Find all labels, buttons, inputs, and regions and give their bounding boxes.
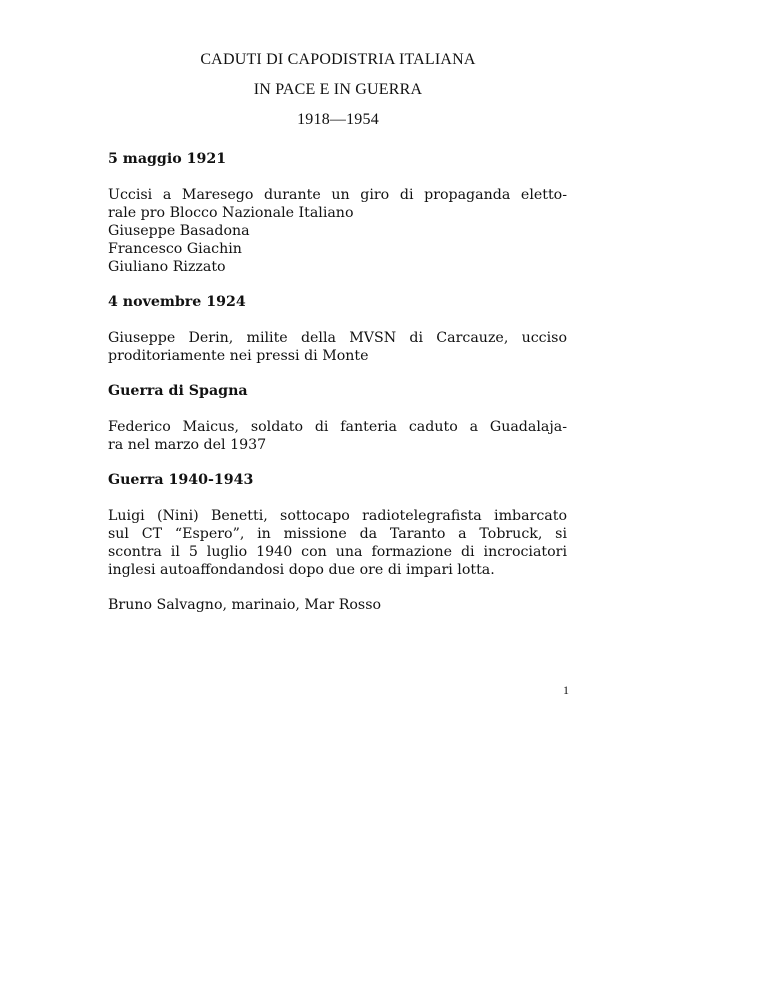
victim-name: Francesco Giachin	[108, 241, 242, 257]
document-subtitle: IN PACE E IN GUERRA	[253, 81, 423, 98]
paragraph-line: inglesi autoaffondandosi dopo due ore di impari lotta.	[108, 562, 495, 578]
section-extra-paragraph	[108, 596, 567, 614]
paragraph-line: Luigi (Nini) Benetti, sottocapo radiotelegrafista imbarcato	[108, 508, 567, 524]
paragraph-line: sul CT “Espero”, in missione da Taranto a Tobruck, si	[108, 526, 567, 542]
paragraph-line: rale pro Blocco Nazionale Italiano	[108, 205, 354, 221]
victim-name: Giuliano Rizzato	[108, 259, 226, 275]
section-heading-1940-1943: Guerra 1940-1943	[108, 472, 254, 488]
paragraph-line: ra nel marzo del 1937	[108, 437, 267, 453]
victim-name: Giuseppe Basadona	[108, 223, 250, 239]
document-body	[108, 150, 567, 631]
page-number: 1	[563, 683, 569, 697]
document-title: CADUTI DI CAPODISTRIA ITALIANA	[200, 51, 476, 68]
document-date-range: 1918—1954	[297, 111, 379, 128]
section-heading-spagna: Guerra di Spagna	[108, 383, 248, 399]
paragraph-line: Federico Maicus, soldato di fanteria caduto a Guadalaja-	[108, 419, 567, 435]
section-paragraph-1921	[108, 186, 567, 276]
section-paragraph-spagna	[108, 418, 567, 454]
section-paragraph-1924	[108, 329, 567, 365]
section-heading-1921: 5 maggio 1921	[108, 151, 227, 167]
paragraph-line: scontra il 5 luglio 1940 con una formazione di incrociatori	[108, 544, 567, 560]
paragraph-line: proditoriamente nei pressi di Monte	[108, 348, 369, 364]
paragraph-line: Bruno Salvagno, marinaio, Mar Rosso	[108, 597, 382, 613]
section-paragraph-1940-1943	[108, 507, 567, 579]
paragraph-line: Giuseppe Derin, milite della MVSN di Carcauze, ucciso	[108, 330, 567, 346]
section-heading-1924: 4 novembre 1924	[108, 294, 246, 310]
paragraph-line: Uccisi a Maresego durante un giro di propaganda eletto-	[108, 187, 567, 203]
